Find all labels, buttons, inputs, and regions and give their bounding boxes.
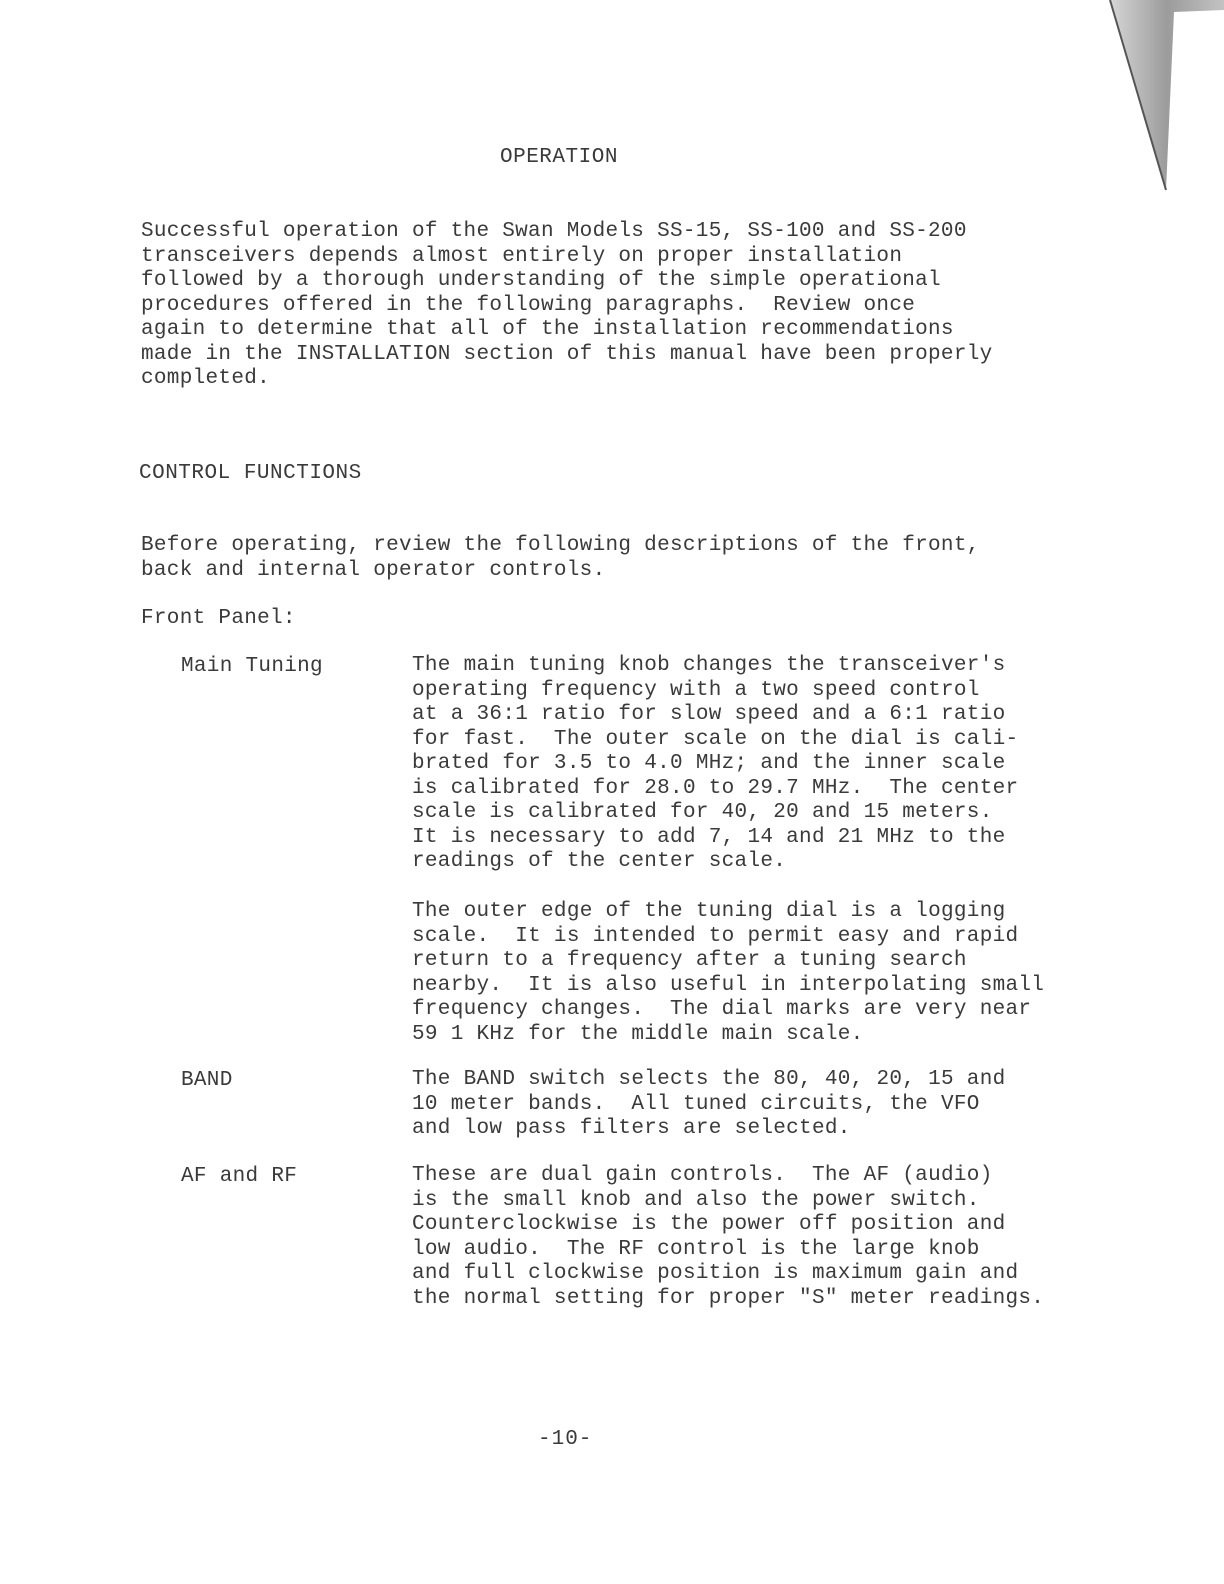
before-operating-paragraph: Before operating, review the following descriptions of the front, back and internal operator controls. [141, 534, 980, 582]
section-title-operation: OPERATION [500, 146, 618, 169]
intro-paragraph: Successful operation of the Swan Models SS-15, SS-100 and SS-200 transceivers depends almost entirely on proper installation followed by a thorough understanding of the simple operational procedures offered in the following paragraphs. Review once again to determine that all of the installation recommendations made in the INSTALLATION section of this manual have been properly completed. [141, 220, 993, 390]
control-term-af-rf: AF and RF [181, 1165, 298, 1188]
front-panel-label: Front Panel: [141, 607, 296, 630]
page-corner-fold [1104, 0, 1224, 200]
control-desc-main-tuning-1: The main tuning knob changes the transceiver's operating frequency with a two speed control at a 36:1 ratio for slow speed and a 6:1 ratio for fast. The outer scale on the dial is cali- brated for 3.5 to 4.0 MHz; and the inner scale is calibrated for 28.0 to 29.7 MHz. The center scale is calibrated for 40, 20 and 15 meters. It is necessary to add 7, 14 and 21 MHz to the readings of the center scale. [412, 654, 1019, 873]
page-number: -10- [538, 1428, 593, 1451]
control-desc-main-tuning-2: The outer edge of the tuning dial is a logging scale. It is intended to permit easy and rapid return to a frequency after a tuning search nearby. It is also useful in interpolating small frequency changes. The dial marks are very near 59 1 KHz for the middle main scale. [412, 900, 1045, 1046]
control-term-band: BAND [181, 1069, 233, 1092]
control-desc-af-rf: These are dual gain controls. The AF (audio) is the small knob and also the power switch. Counterclockwise is the power off position and low audio. The RF control is the large knob and full clockwise position is maximum gain and the normal setting for proper "S" meter readings. [412, 1164, 1045, 1310]
control-term-main-tuning: Main Tuning [181, 655, 323, 678]
section-title-control-functions: CONTROL FUNCTIONS [139, 462, 362, 485]
control-desc-band: The BAND switch selects the 80, 40, 20, 15 and 10 meter bands. All tuned circuits, the VFO and low pass filters are selected. [412, 1068, 1006, 1140]
